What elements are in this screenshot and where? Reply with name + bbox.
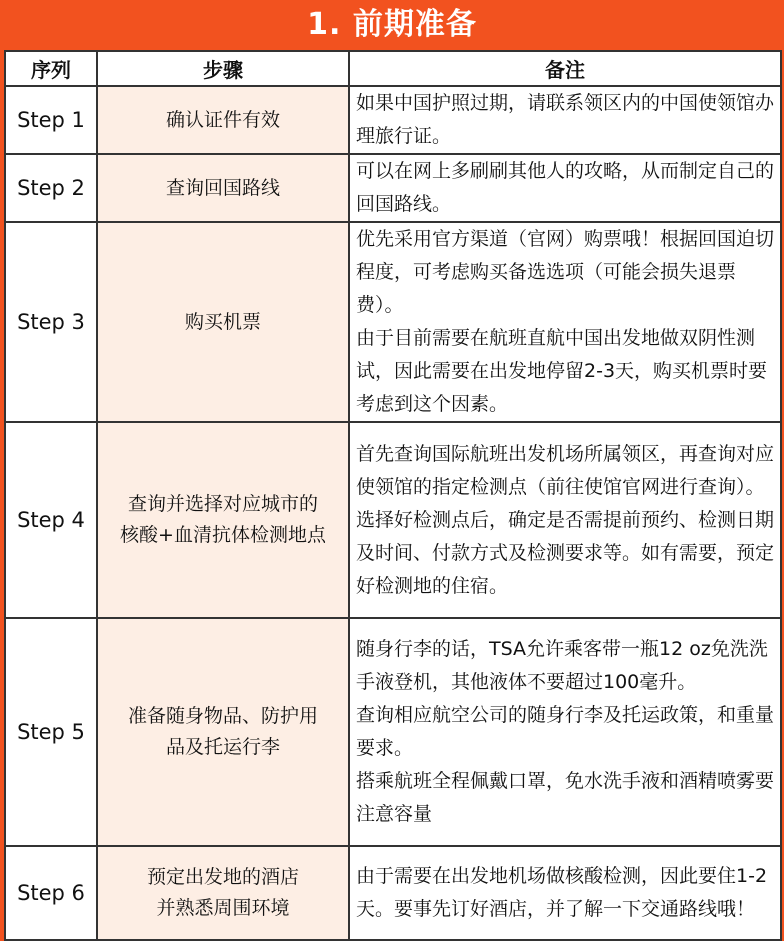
step-note — [349, 422, 781, 618]
note-paragraph: 随身行李的话，TSA允许乘客带一瓶12 oz免洗洗手液登机，其他液体不要超过100毫升。 — [356, 638, 768, 693]
note-paragraph: 由于需要在出发地机场做核酸检测，因此要住1-2天。要事先订好酒店，并了解一下交通路线哦！ — [356, 865, 768, 920]
step-action-line: 预定出发地的酒店 — [146, 866, 299, 888]
step-number: Step 2 — [5, 154, 97, 222]
table-row — [5, 618, 781, 846]
note-paragraph: 可以在网上多刷刷其他人的攻略，从而制定自己的回国路线。 — [356, 160, 775, 215]
table-row — [5, 222, 781, 422]
step-action — [97, 86, 349, 154]
step-number: Step 3 — [5, 222, 97, 422]
preparation-table — [4, 50, 782, 941]
note-paragraph: 选择好检测点后，确定是否需提前预约、检测日期及时间、付款方式及检测要求等。如有需要，预定好检测地的住宿。 — [356, 508, 775, 597]
header-step: 步骤 — [97, 51, 349, 86]
section-title: 1. 前期准备 — [307, 7, 477, 42]
step-action-line: 查询并选择对应城市的 — [127, 493, 318, 515]
note-paragraph: 如果中国护照过期，请联系领区内的中国使领馆办理旅行证。 — [356, 92, 775, 147]
note-paragraph: 优先采用官方渠道（官网）购票哦！根据回国迫切程度，可考虑购买备选选项（可能会损失退票费）。 — [356, 228, 775, 316]
table-header-row — [5, 51, 781, 86]
step-action-line: 核酸+血清抗体检测地点 — [120, 524, 326, 546]
table-row — [5, 846, 781, 940]
note-paragraph: 搭乘航班全程佩戴口罩，免水洗手液和酒精喷雾要注意容量 — [356, 770, 775, 825]
step-number: Step 1 — [5, 86, 97, 154]
step-action — [97, 154, 349, 222]
step-note — [349, 222, 781, 422]
header-seq: 序列 — [5, 51, 97, 86]
step-action — [97, 618, 349, 846]
table-row — [5, 422, 781, 618]
note-paragraph: 首先查询国际航班出发机场所属领区，再查询对应使领馆的指定检测点（前往使馆官网进行查询）。 — [356, 442, 775, 498]
step-action — [97, 422, 349, 618]
table-row — [5, 86, 781, 154]
step-action-line: 确认证件有效 — [165, 108, 280, 131]
step-number: Step 6 — [5, 846, 97, 940]
step-action — [97, 846, 349, 940]
step-action-line: 准备随身物品、防护用 — [127, 705, 318, 727]
step-number: Step 5 — [5, 618, 97, 846]
header-note: 备注 — [349, 51, 781, 86]
table-row — [5, 154, 781, 222]
step-note — [349, 846, 781, 940]
step-action-line: 购买机票 — [184, 310, 261, 333]
step-number: Step 4 — [5, 422, 97, 618]
step-action-line: 品及托运行李 — [165, 736, 280, 758]
note-paragraph: 由于目前需要在航班直航中国出发地做双阴性测试，因此需要在出发地停留2-3天，购买机票时要考虑到这个因素。 — [356, 327, 768, 415]
step-action-line: 并熟悉周围环境 — [156, 897, 290, 919]
step-note — [349, 154, 781, 222]
step-note — [349, 618, 781, 846]
step-note — [349, 86, 781, 154]
note-paragraph: 查询相应航空公司的随身行李及托运政策，和重量要求。 — [356, 704, 775, 759]
step-action — [97, 222, 349, 422]
step-action-line: 查询回国路线 — [165, 176, 280, 199]
